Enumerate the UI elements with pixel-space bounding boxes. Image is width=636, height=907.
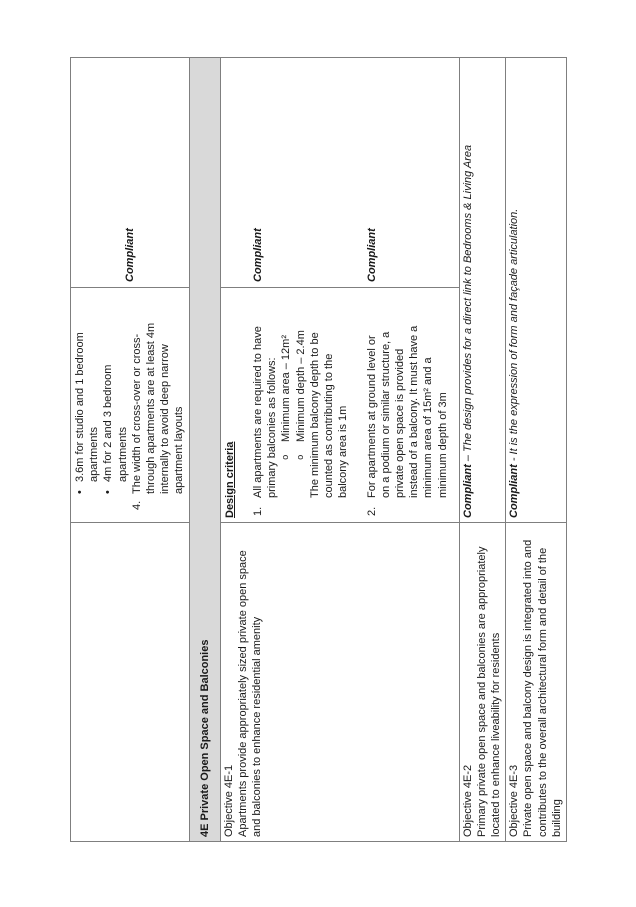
criteria-text: For apartments at ground level or on a podium or similar structure, a private open space is provided instead of a balcony. It must have a minimum area of 15m² and a minimum depth of 3m <box>365 325 449 498</box>
design-criteria-cell <box>220 288 459 523</box>
compliance-remark-text: – The design provides for a direct link to Bedrooms & Living Area <box>461 144 474 465</box>
design-criteria-heading: Design criteria <box>223 441 236 518</box>
circle-bullet-marker: o <box>295 454 306 460</box>
criteria-text: The minimum balcony depth to be counted as contributing to the balcony area is 1m <box>308 332 350 498</box>
objective-4e3-cell <box>506 523 567 842</box>
compliance-status: Compliant <box>461 464 474 518</box>
sub-bullet <box>294 292 308 460</box>
rotated-table-container <box>70 58 561 842</box>
row-objective-4e3 <box>506 58 567 842</box>
compliance-status: Compliant <box>508 464 521 518</box>
number-marker: 4. <box>130 500 143 510</box>
criteria-text: All apartments are required to have primary balconies as follows: <box>252 326 279 498</box>
list-item-text: The width of cross-over or cross- through apartments are at least 4m internally to avoid deep narrow apartment layouts <box>130 322 186 494</box>
sub-bullet <box>279 292 293 460</box>
compliance-status: Compliant <box>123 228 136 282</box>
row-objective-4e1 <box>220 58 459 842</box>
section-header: 4E Private Open Space and Balconies <box>189 58 220 842</box>
compliance-remark-4e2 <box>459 58 506 523</box>
sub-bullet-text: Minimum depth – 2.4m <box>294 330 307 442</box>
list-item-text: 3.6m for studio and 1 bedroom apartments <box>74 332 101 482</box>
bullet-marker: • <box>102 490 115 494</box>
row-objective-4e2 <box>459 58 506 842</box>
objective-text: Private open space and balcony design is integrated into and contributes to the overall architectural form and detail of the building <box>522 539 563 837</box>
sub-bullet-text: Minimum area – 12m² <box>280 335 293 442</box>
criteria-continuation-cell <box>71 288 190 523</box>
circle-bullet-marker: o <box>281 454 292 460</box>
objective-title: Objective 4E-2 <box>461 764 474 837</box>
compliance-cell-4e1 <box>220 58 459 288</box>
criteria-item-2 <box>365 292 450 516</box>
objective-title: Objective 4E-1 <box>222 764 235 837</box>
compliance-remark-4e3 <box>506 58 567 523</box>
list-item-text: 4m for 2 and 3 bedroom apartments <box>102 364 129 482</box>
compliance-cell-continuation <box>71 58 190 288</box>
bullet-marker: • <box>74 490 86 494</box>
compliance-remark-text: - It is the expression of form and façade articulation. <box>508 208 521 465</box>
empty-objective-cell <box>71 523 190 842</box>
compliance-status: Compliant <box>365 228 378 282</box>
objective-text: Primary private open space and balconies are appropriately located to enhance liveability for residents <box>475 546 503 837</box>
continuation-row <box>71 58 190 842</box>
compliance-status: Compliant <box>251 228 264 282</box>
number-marker: 1. <box>252 506 265 516</box>
list-item <box>101 292 129 494</box>
objective-text: Apartments provide appropriately sized private open space and balconies to enhance residential amenity <box>236 550 264 837</box>
compliance-assessment-table <box>70 57 567 842</box>
objective-title: Objective 4E-3 <box>508 764 521 837</box>
objective-4e1-cell <box>220 523 459 842</box>
number-marker: 2. <box>365 506 378 516</box>
criteria-item-body <box>251 292 350 498</box>
criteria-item-1 <box>251 292 350 516</box>
section-header-row <box>189 58 220 842</box>
list-item <box>73 292 101 494</box>
objective-4e2-cell <box>459 523 506 842</box>
list-item <box>130 292 187 510</box>
